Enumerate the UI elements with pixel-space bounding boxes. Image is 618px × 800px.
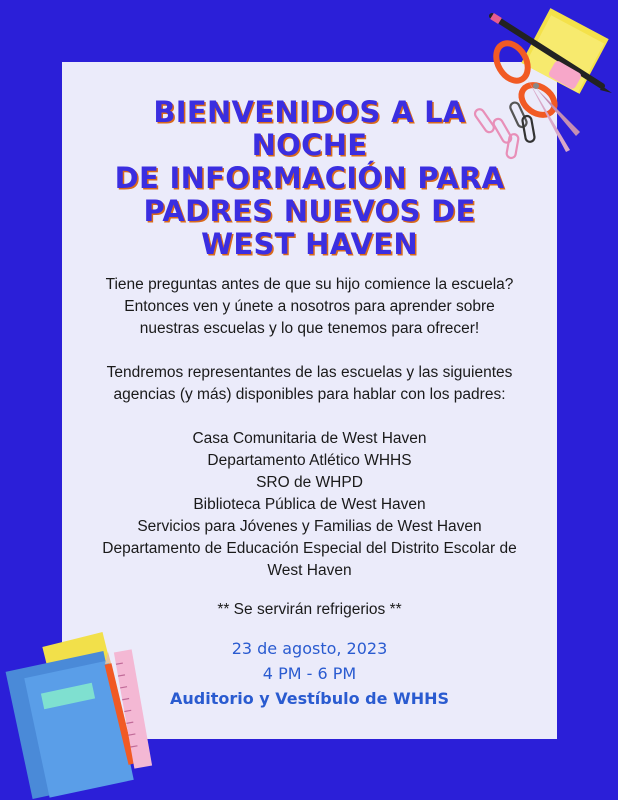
title-line: WEST HAVEN (201, 227, 418, 261)
title-line: BIENVENIDOS A LA (153, 95, 466, 129)
agency-item: Biblioteca Pública de West Haven (193, 496, 426, 513)
reps-line: Tendremos representantes de las escuelas y las siguientes (106, 364, 513, 381)
intro-line: Tiene preguntas antes de que su hijo comience la escuela? (105, 276, 514, 293)
title-line: PADRES NUEVOS DE (143, 194, 476, 228)
intro-line: Entonces ven y únete a nosotros para aprender sobre (124, 298, 495, 315)
agency-item: Departamento de Educación Especial del Distrito Escolar de (102, 540, 517, 557)
event-details (62, 636, 557, 711)
refreshments-text: ** Se servirán refrigerios ** (217, 601, 402, 618)
refreshments-note (62, 599, 557, 621)
event-time: 4 PM - 6 PM (262, 664, 357, 683)
title-line: DE INFORMACIÓN PARA (114, 161, 505, 195)
agency-item: SRO de WHPD (256, 474, 363, 491)
agency-item: West Haven (267, 562, 352, 579)
event-venue: Auditorio y Vestíbulo de WHHS (169, 689, 450, 708)
agency-item: Casa Comunitaria de West Haven (192, 430, 427, 447)
title-line: NOCHE (251, 128, 368, 162)
agencies-list (62, 428, 557, 582)
reps-line: agencias (y más) disponibles para hablar con los padres: (113, 386, 506, 403)
agency-item: Servicios para Jóvenes y Familias de West Haven (137, 518, 482, 535)
intro-paragraph (62, 274, 557, 340)
intro-line: nuestras escuelas y lo que tenemos para ofrecer! (139, 320, 480, 337)
flyer-title (62, 96, 557, 261)
event-date: 23 de agosto, 2023 (231, 639, 388, 658)
agency-item: Departamento Atlético WHHS (207, 452, 412, 469)
representatives-paragraph (62, 362, 557, 406)
